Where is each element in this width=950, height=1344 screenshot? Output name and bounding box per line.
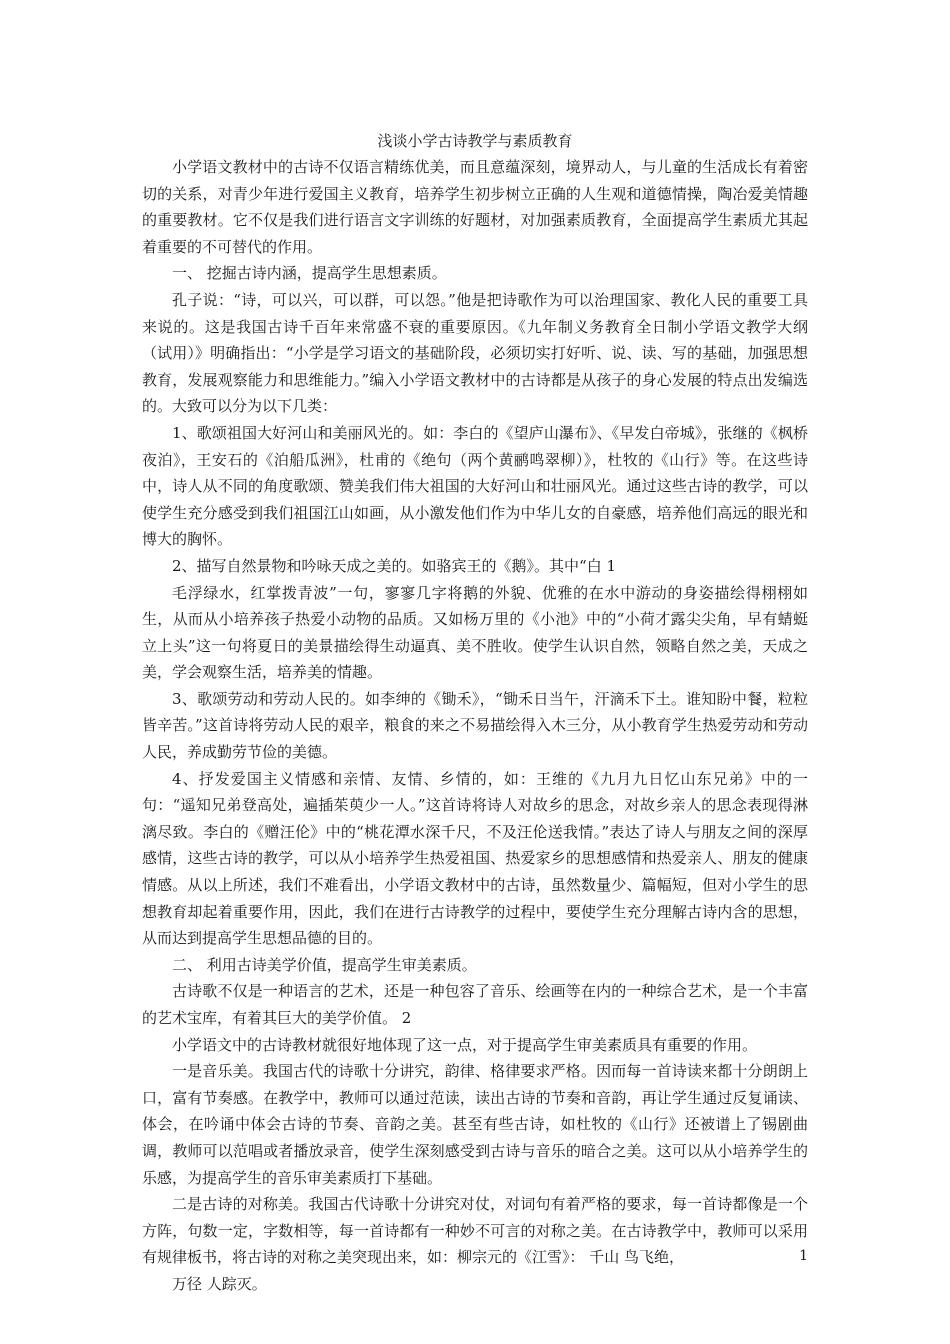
list-item-3: 3、歌颂劳动和劳动人民的。如李绅的《锄禾》，“锄禾日当午，汗滴禾下土。谁知盼中餐，粒粒皆辛苦。”这首诗将劳动人民的艰辛，粮食的来之不易描绘得入木三分，从小教育学生热爱劳动和劳动人民，养成勤劳节俭的美德。 [142, 689, 808, 762]
section-heading-2: 二、 利用古诗美学价值，提高学生审美素质。 [172, 955, 477, 974]
list-item-4: 4、抒发爱国主义情感和亲情、友情、乡情的，如：王维的《九月九日忆山东兄弟》中的一句：“遥知兄弟登高处，遍插茱萸少一人。”这首诗将诗人对故乡的思念，对故乡亲人的思念表现得淋漓尽致。李白的《赠汪伦》中的“桃花潭水深千尺，不及汪伦送我情。”表达了诗人与朋友之间的深厚感情，这些古诗的教学，可以从小培养学生热爱祖国、热爱家乡的思想感情和热爱亲人、朋友的健康情感。从以上所述，我们不难看出，小学语文教材中的古诗，虽然数量少、篇幅短，但对小学生的思想教育却起着重要作用，因此，我们在进行古诗教学的过程中，要使学生充分理解古诗内含的思想，从而达到提高学生思想品德的目的。 [142, 769, 808, 948]
paragraph-music-beauty: 一是音乐美。我国古代的诗歌十分讲究，韵律、格律要求严格。因而每一首诗读来都十分朗朗上口，富有节奏感。在教学中，教师可以通过范读，读出古诗的节奏和音韵，再让学生通过反复诵读、体会，在吟诵中体会古诗的节奏、音韵之美。甚至有些古诗，如杜牧的《山行》还被谱上了锡剧曲调，教师可以范唱或者播放录音，使学生深刻感受到古诗与音乐的暗合之美。这可以从小培养学生的乐感，为提高学生的音乐审美素质打下基础。 [142, 1062, 808, 1187]
paragraph-textbook: 小学语文中的古诗教材就很好地体现了这一点，对于提高学生审美素质具有重要的作用。 [172, 1035, 758, 1054]
paragraph-intro: 小学语文教材中的古诗不仅语言精练优美，而且意蕴深刻，境界动人，与儿童的生活成长有着密切的关系，对青少年进行爱国主义教育，培养学生初步树立正确的人生观和道德情操，陶冶爱美情趣的重要教材。它不仅是我们进行语言文字训练的好题材，对加强素质教育，全面提高学生素质尤其起着重要的不可替代的作用。 [142, 158, 808, 256]
poem-line: 万径 人踪灭。 [172, 1274, 267, 1293]
paragraph-goose: 毛浮绿水，红掌拨青波”一句，寥寥几字将鹅的外貌、优雅的在水中游动的身姿描绘得栩栩如生，从而从小培养孩子热爱小动物的品质。又如杨万里的《小池》中的“小荷才露尖尖角，早有蜻蜓立上头”这一句将夏日的美景描绘得生动逼真、美不胜收。使学生认识自然，领略自然之美，天成之美，学会观察生活，培养美的情趣。 [142, 583, 808, 682]
paragraph-symmetry-beauty: 二是古诗的对称美。我国古代诗歌十分讲究对仗，对词句有着严格的要求，每一首诗都像是一个方阵，句数一定，字数相等，每一首诗都有一种妙不可言的对称之美。在古诗教学中，教师可以采用有规律板书，将古诗的对称之美突现出来，如：柳宗元的《江雪》： 千山 鸟飞绝， [142, 1195, 808, 1267]
document-title: 浅谈小学古诗教学与素质教育 [377, 132, 573, 150]
section-heading-1: 一、 挖掘古诗内涵，提高学生思想素质。 [172, 264, 447, 283]
paragraph-confucius: 孔子说：“诗，可以兴，可以群，可以怨。”他是把诗歌作为可以治理国家、教化人民的重要工具来说的。这是我国古诗千百年来常盛不衰的重要原因。《九年制义务教育全日制小学语文教学大纲（试用）》明确指出：“小学是学习语文的基础阶段，必须切实打好听、说、读、写的基础，加强思想教育，发展观察能力和思维能力。”编入小学语文教材中的古诗都是从孩子的身心发展的特点出发编选的。大致可以分为以下几类： [142, 290, 808, 416]
document-page [142, 128, 808, 1298]
paragraph-art: 古诗歌不仅是一种语言的艺术，还是一种包容了音乐、绘画等在内的一种综合艺术，是一个丰富的艺术宝库，有着其巨大的美学价值。 2 [142, 982, 808, 1027]
list-item-2: 2、描写自然景物和吟咏天成之美的。如骆宾王的《鹅》。其中“白 1 [172, 556, 617, 575]
page-number: 1 [799, 1248, 808, 1264]
list-item-1: 1、歌颂祖国大好河山和美丽风光的。如：李白的《望庐山瀑布》、《早发白帝城》，张继的《枫桥夜泊》，王安石的《泊船瓜洲》，杜甫的《绝句（两个黄鹂鸣翠柳）》，杜牧的《山行》等。在这些诗中，诗人从不同的角度歌颂、赞美我们伟大祖国的大好河山和壮丽风光。通过这些古诗的教学，可以使学生充分感受到我们祖国江山如画，从小激发他们作为中华儿女的自豪感，培养他们高远的眼光和博大的胸怀。 [142, 423, 808, 549]
